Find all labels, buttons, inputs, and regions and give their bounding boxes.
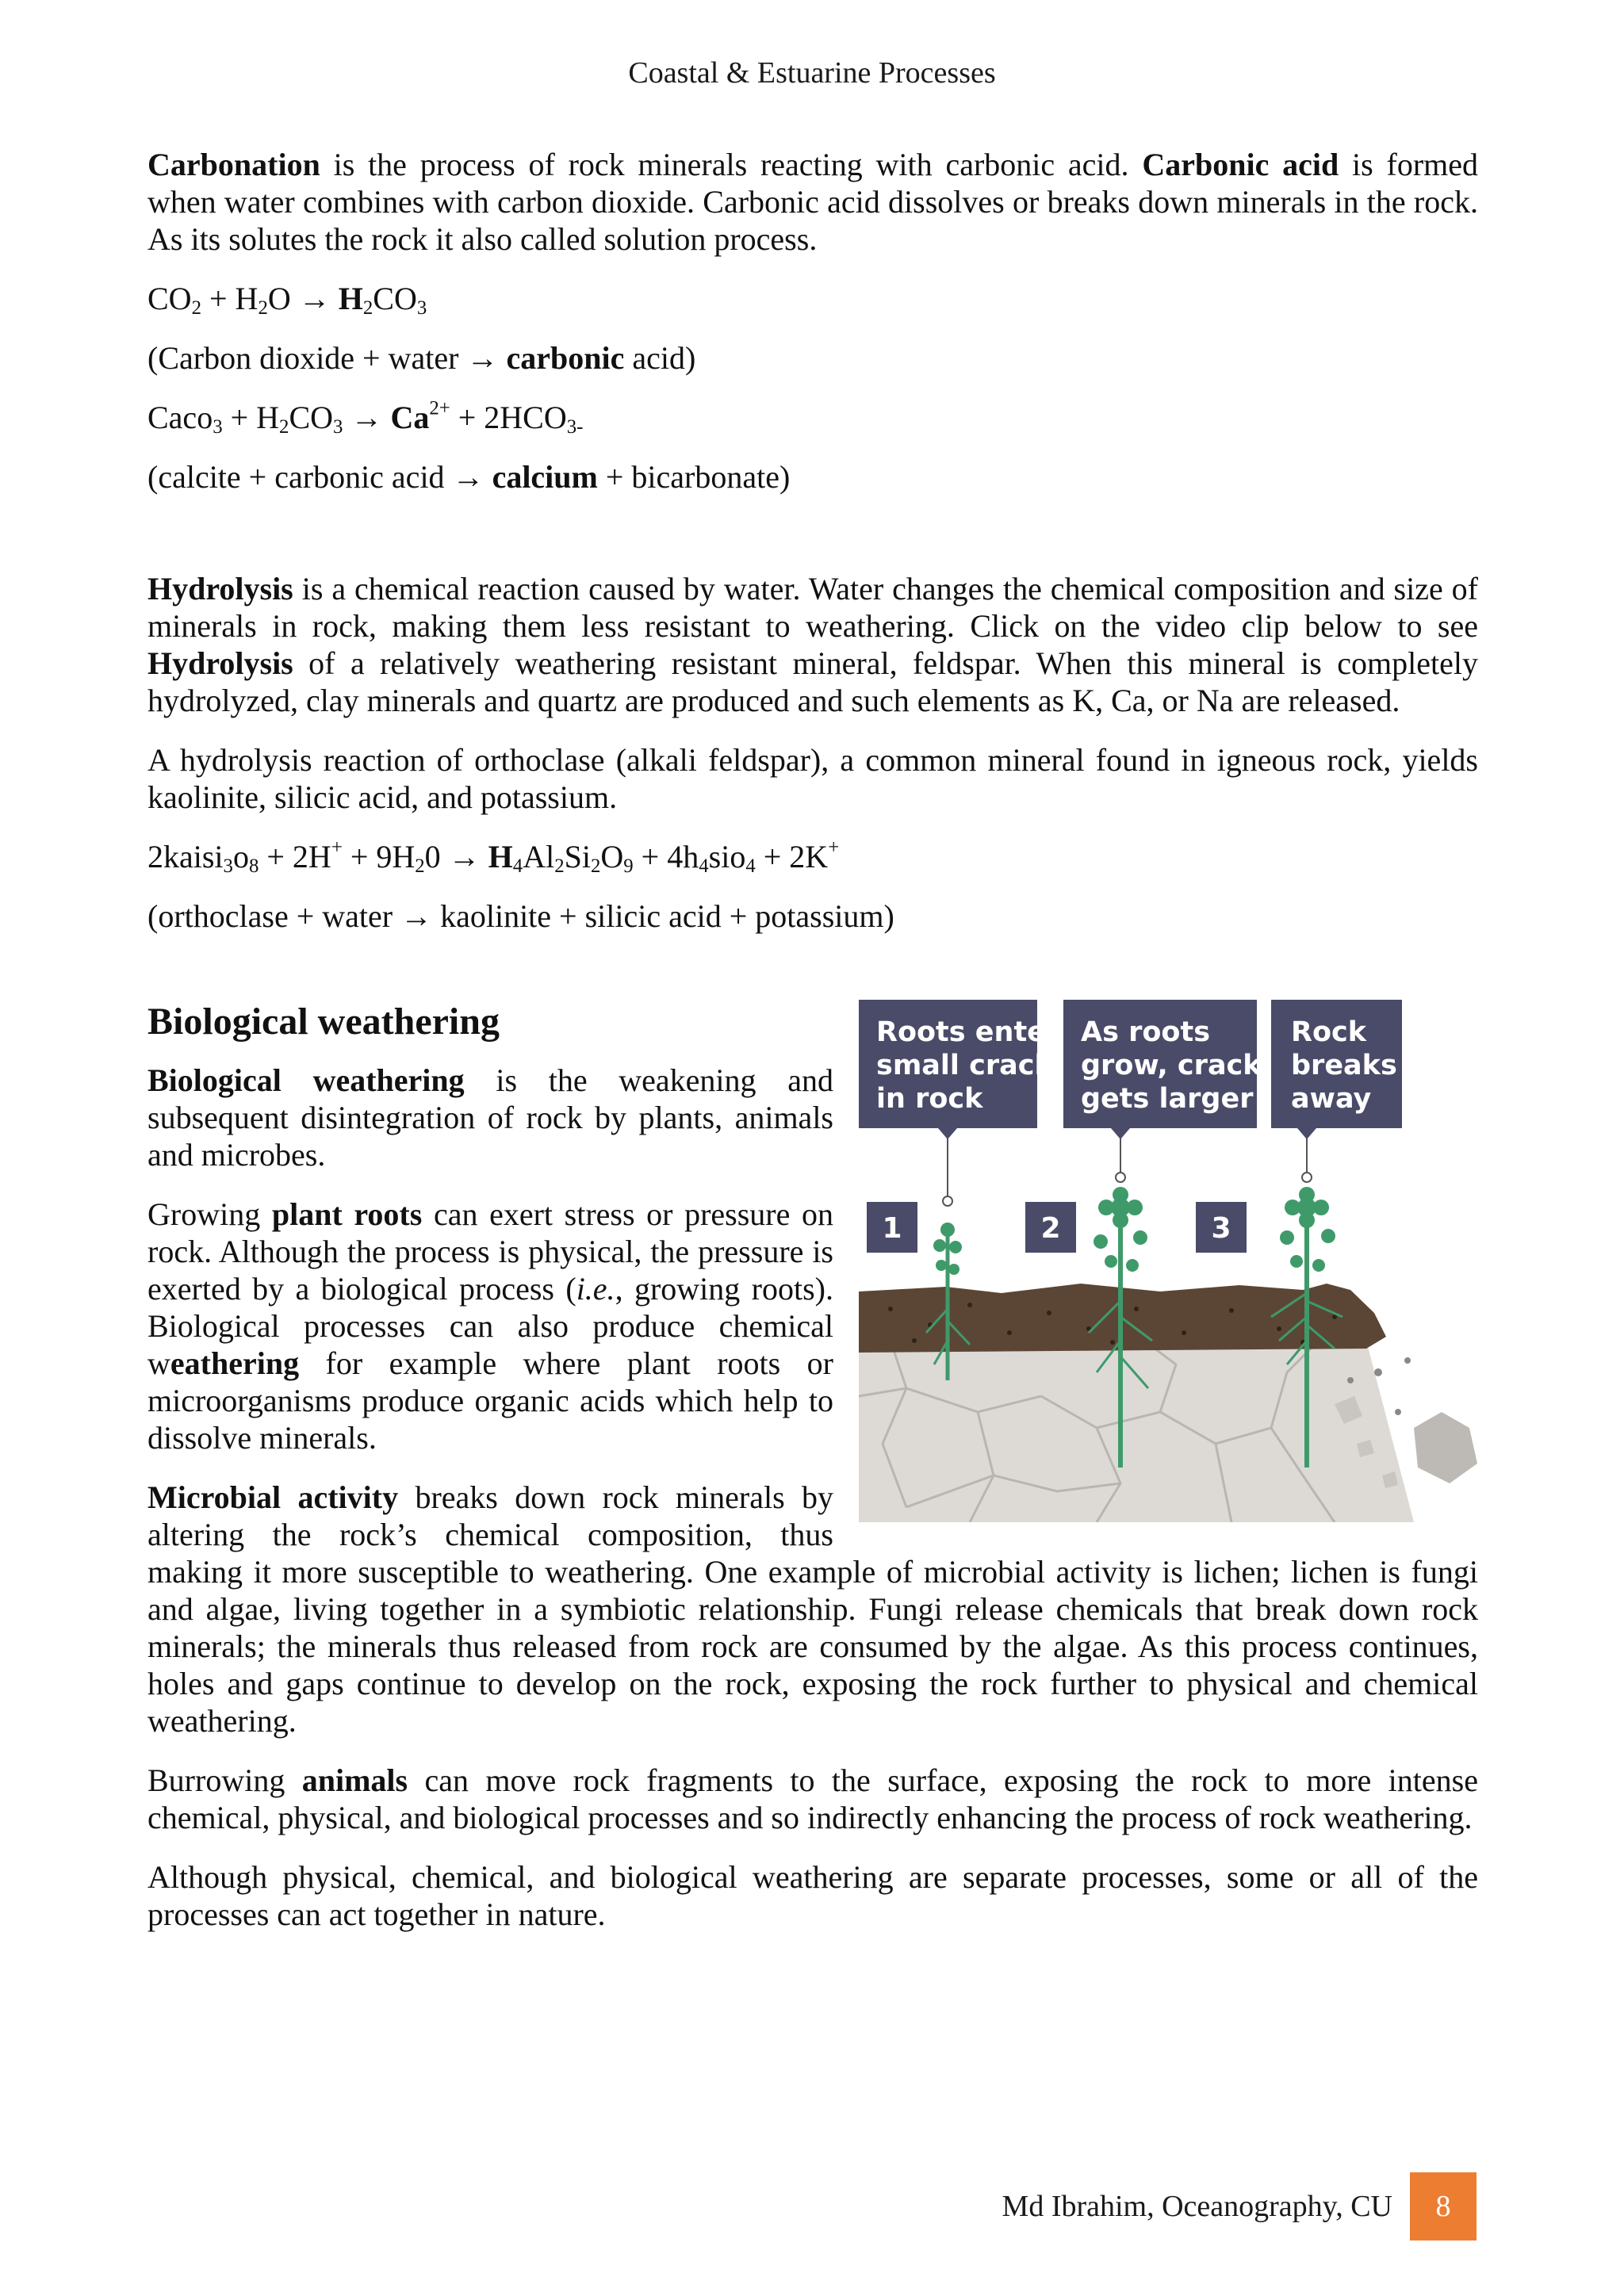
term-biological-weathering: Biological weathering: [147, 1062, 465, 1098]
equation-words-carbonic-acid: [147, 339, 1478, 377]
text: of a relatively weathering resistant mineral, feldspar. When this mineral is completely hydrolyzed, clay minerals and quartz are produced and such elements as K, Ca, or Na are released.: [147, 645, 1478, 718]
text: , growing roots). Biological processes can also produce chemical w: [147, 1271, 833, 1381]
label-3-line-2: breaks: [1291, 1050, 1397, 1081]
eq-part: + 4h: [633, 839, 699, 874]
label-box-3: [1271, 1000, 1402, 1139]
eq-part: CO: [147, 281, 192, 316]
text: is the weakening and subsequent disintegration of rock by plants, animals and microbes.: [147, 1062, 833, 1173]
page-footer: [1002, 2172, 1477, 2241]
eq-part-bold: Ca: [390, 400, 430, 435]
eq-part: 2kaisi: [147, 839, 224, 874]
eq-sub: 2: [590, 855, 601, 878]
equation-orthoclase: [147, 836, 1478, 878]
eq-words-bold: calcium: [492, 459, 598, 495]
eq-sub: 3: [416, 297, 427, 320]
eq-sup: 2+: [429, 397, 450, 419]
label-1-line-2: small crack: [876, 1050, 1053, 1081]
orthoclase-paragraph: A hydrolysis reaction of orthoclase (alkali feldspar), a common mineral found in igneous rock, yields kaolinite, silicic acid, and potassium.: [147, 742, 1478, 815]
eq-words: (calcite + carbonic acid →: [147, 459, 492, 495]
equation-words-calcite: [147, 458, 1478, 496]
label-box-1: [859, 1000, 1060, 1139]
label-2-line-2: grow, crack: [1081, 1050, 1262, 1081]
eq-sub: 2: [362, 297, 373, 320]
term-hydrolysis-link: Hydrolysis: [147, 645, 293, 681]
label-2-line-1: As roots: [1081, 1016, 1211, 1048]
term-animals: animals: [301, 1762, 408, 1798]
text: for example where plant roots or microorganisms produce organic acids which help to dissolve minerals.: [147, 1345, 833, 1456]
eq-words: + bicarbonate): [597, 459, 791, 495]
label-box-2: [1063, 1000, 1262, 1139]
section-heading-biological-weathering: Biological weathering: [147, 1001, 500, 1043]
eq-part: o: [232, 839, 249, 874]
page-number: 8: [1410, 2172, 1477, 2241]
text: is a chemical reaction caused by water. Water changes the chemical composition and size of minerals in rock, making them less resistant to weathering. Click on the video clip below to see: [147, 571, 1478, 644]
text: is the process of rock minerals reacting with carbonic acid.: [320, 147, 1143, 182]
text: can move rock fragments to the surface, exposing the rock to more intense chemical, physical, and biological processes and so indirectly enhancing the process of rock weathering.: [147, 1762, 1478, 1835]
text: Growing: [147, 1196, 272, 1232]
eq-part: 0 →: [424, 839, 488, 874]
eq-part: + H: [222, 400, 280, 435]
footer-author: Md Ibrahim, Oceanography, CU: [1002, 2190, 1392, 2223]
step-1-number: 1: [882, 1212, 902, 1245]
text-italic: i.e.: [576, 1271, 615, 1307]
root-weathering-figure: [859, 1000, 1478, 1522]
text: breaks down rock minerals by altering the rock’s chemical composition, thus making it more susceptible to weathering. One example of microbial activity is lichen; lichen is fungi and algae, living together in a symbiotic relationship. Fungi release chemicals that break down rock minerals; the minerals thus released from rock are consumed by the algae. As this process continues, holes and gaps continue to develop on the rock, exposing the rock further to physical and chemical weathering.: [147, 1479, 1478, 1739]
eq-sub: 4: [512, 855, 523, 878]
eq-sub: 9: [623, 855, 634, 878]
eq-sub: 2: [554, 855, 565, 878]
spacer: [147, 518, 1478, 570]
step-badge-2: [1025, 1202, 1076, 1253]
eq-part: →: [343, 400, 391, 435]
eq-sub: 2: [279, 416, 289, 438]
eq-sub: 2: [258, 297, 268, 320]
burrowing-animals-paragraph: [147, 1762, 1478, 1836]
spacer: [147, 957, 1478, 1000]
step-3-number: 3: [1211, 1212, 1231, 1245]
carbonation-paragraph: [147, 146, 1478, 258]
eq-part: + 9H: [342, 839, 416, 874]
term-hydrolysis: Hydrolysis: [147, 571, 293, 607]
eq-part: + 2HCO: [450, 400, 567, 435]
eq-part: + 2H: [259, 839, 331, 874]
eq-words-bold: carbonic: [506, 340, 625, 376]
step-badge-3: [1196, 1202, 1247, 1253]
eq-part: Al: [523, 839, 555, 874]
eq-words: acid): [624, 340, 696, 376]
step-badge-1: [867, 1202, 917, 1253]
label-1-line-1: Roots enter: [876, 1016, 1060, 1048]
eq-sub: 2: [415, 855, 425, 878]
eq-part: sio: [708, 839, 746, 874]
eq-sub: 3: [213, 416, 223, 438]
term-plant-roots: plant roots: [271, 1196, 423, 1232]
eq-part: CO: [289, 400, 334, 435]
eq-part-bold: H: [488, 839, 513, 874]
text: can exert stress or pressure on rock. Although the process is physical, the pressure is exerted by a biological process (: [147, 1196, 833, 1307]
label-3-line-3: away: [1291, 1083, 1372, 1115]
eq-part: Caco: [147, 400, 213, 435]
eq-sub: 2: [191, 297, 201, 320]
eq-sup: +: [331, 836, 343, 859]
equation-calcite: [147, 399, 1478, 436]
eq-part: + H: [201, 281, 259, 316]
text: Burrowing: [147, 1762, 302, 1798]
eq-part: CO: [373, 281, 417, 316]
eq-words: (Carbon dioxide + water →: [147, 340, 507, 376]
eq-sub: 3: [333, 416, 343, 438]
hydrolysis-paragraph: [147, 570, 1478, 719]
eq-part: Si: [564, 839, 591, 874]
term-weathering: eathering: [170, 1345, 300, 1381]
term-carbonic-acid: Carbonic acid: [1142, 147, 1339, 182]
eq-part: O: [600, 839, 624, 874]
eq-sub: 3-: [566, 416, 584, 438]
eq-sub: 4: [699, 855, 709, 878]
label-1-line-3: in rock: [876, 1083, 983, 1115]
eq-part: + 2K: [755, 839, 829, 874]
root-weathering-illustration: [859, 1000, 1478, 1522]
term-microbial-activity: Microbial activity: [147, 1479, 399, 1515]
eq-sub: 8: [248, 855, 259, 878]
eq-part-bold: H: [338, 281, 363, 316]
equation-words-orthoclase: (orthoclase + water → kaolinite + silicic acid + potassium): [147, 898, 894, 934]
page-body: [147, 146, 1478, 1955]
equation-carbonic-acid: [147, 280, 1478, 320]
eq-sub: 4: [745, 855, 756, 878]
text: is formed when water combines with carbon dioxide. Carbonic acid dissolves or breaks down minerals in the rock. As its solutes the rock it also called solution process.: [147, 147, 1479, 257]
eq-sub: 3: [223, 855, 233, 878]
label-2-line-3: gets larger: [1081, 1083, 1254, 1115]
eq-sup: +: [828, 836, 840, 859]
combined-processes-paragraph: Although physical, chemical, and biological weathering are separate processes, some or all of the processes can act together in nature.: [147, 1859, 1478, 1932]
eq-part: O →: [267, 281, 339, 316]
label-3-line-1: Rock: [1291, 1016, 1367, 1048]
step-2-number: 2: [1040, 1212, 1061, 1245]
running-header: Coastal & Estuarine Processes: [628, 56, 996, 90]
term-carbonation: Carbonation: [147, 147, 320, 182]
